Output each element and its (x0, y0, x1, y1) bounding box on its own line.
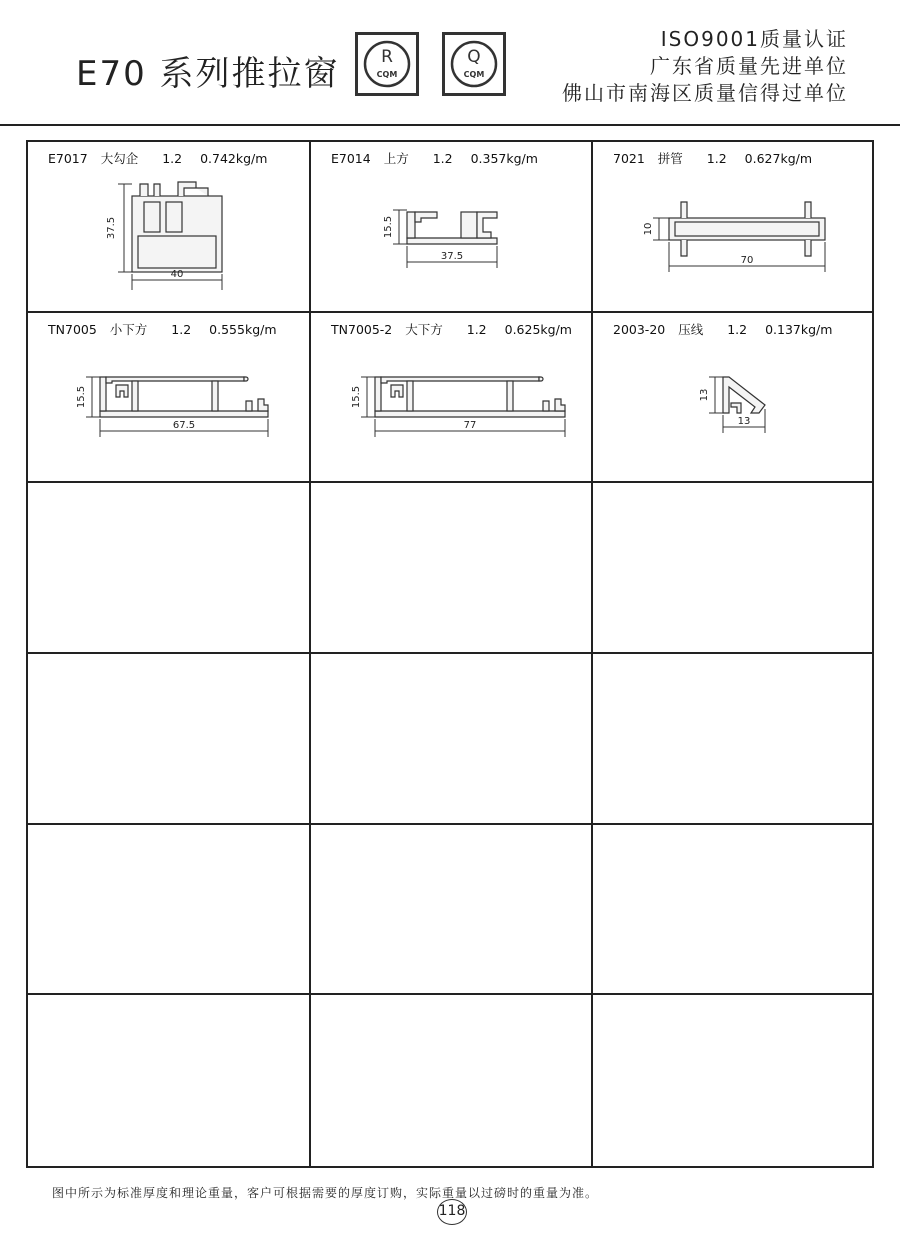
footer-note: 图中所示为标准厚度和理论重量，客户可根据需要的厚度订购，实际重量以过磅时的重量为准。 (52, 1186, 599, 1200)
dim-width: 67.5 (172, 419, 196, 431)
dim-height: 15.5 (383, 215, 394, 239)
profile-name: 压线 (678, 321, 704, 337)
profile-weight: 0.357kg/m (470, 151, 538, 166)
profile-drawing (311, 142, 591, 312)
profile-name: 大下方 (405, 321, 443, 337)
profile-cell (28, 313, 311, 484)
logo-letter: R (381, 47, 393, 67)
cert-line: 广东省质量先进单位 (650, 54, 848, 78)
empty-cell (28, 483, 311, 654)
profile-drawing (311, 313, 591, 483)
profile-code: TN7005 (48, 321, 97, 337)
profile-code: E7017 (48, 151, 88, 166)
profile-drawing (593, 313, 870, 483)
header-divider (0, 124, 900, 126)
empty-cell (593, 483, 872, 654)
dim-height: 13 (699, 388, 710, 402)
dim-width: 77 (463, 419, 477, 431)
profile-cell (593, 142, 872, 313)
profile-drawing (28, 313, 309, 483)
cqm-r-logo (355, 32, 419, 96)
profile-grid (26, 140, 874, 1168)
empty-cell (593, 995, 872, 1166)
profile-weight: 0.627kg/m (744, 151, 813, 166)
dim-width: 40 (170, 269, 184, 280)
empty-cell (28, 654, 311, 825)
page-title: E70 系列推拉窗 (76, 54, 340, 94)
profile-cell (311, 142, 593, 313)
profile-code: TN7005-2 (331, 321, 393, 337)
profile-weight: 0.625kg/m (504, 321, 572, 337)
empty-cell (593, 825, 872, 996)
profile-name: 上方 (383, 151, 409, 166)
profile-thickness: 1.2 (171, 321, 192, 337)
cert-line: 佛山市南海区质量信得过单位 (562, 81, 848, 105)
profile-code: 2003-20 (613, 321, 666, 337)
empty-cell (593, 654, 872, 825)
profile-cell (311, 313, 593, 484)
logo-letter: Q (467, 47, 481, 67)
logo-text: CQM (463, 70, 485, 79)
dim-height: 10 (643, 222, 654, 236)
dim-height: 15.5 (351, 385, 362, 408)
empty-cell (311, 825, 593, 996)
profile-thickness: 1.2 (162, 151, 183, 166)
profile-name: 小下方 (109, 321, 148, 337)
empty-cell (311, 654, 593, 825)
profile-weight: 0.742kg/m (200, 151, 268, 166)
logo-text: CQM (376, 70, 398, 79)
profile-cell (593, 313, 872, 484)
profile-code: E7014 (331, 151, 371, 166)
dim-height: 15.5 (76, 385, 87, 408)
profile-thickness: 1.2 (466, 321, 487, 337)
profile-thickness: 1.2 (706, 151, 727, 166)
profile-drawing (28, 142, 309, 312)
empty-cell (28, 995, 311, 1166)
dim-height: 37.5 (106, 216, 117, 240)
profile-name: 大勾企 (100, 151, 139, 166)
certifications (562, 26, 848, 107)
profile-thickness: 1.2 (432, 151, 453, 166)
empty-cell (311, 483, 593, 654)
profile-code: 7021 (613, 151, 645, 166)
cert-line: ISO9001质量认证 (660, 27, 848, 51)
profile-name: 拼管 (657, 151, 683, 166)
dim-width: 70 (740, 255, 754, 266)
dim-width: 13 (737, 415, 751, 427)
empty-cell (311, 995, 593, 1166)
page-number: 118 (437, 1199, 467, 1225)
cqm-q-logo (442, 32, 506, 96)
empty-cell (28, 825, 311, 996)
dim-width: 37.5 (440, 251, 464, 262)
profile-drawing (593, 142, 870, 312)
profile-thickness: 1.2 (727, 321, 748, 337)
profile-weight: 0.137kg/m (765, 321, 833, 337)
profile-cell (28, 142, 311, 313)
profile-weight: 0.555kg/m (209, 321, 277, 337)
